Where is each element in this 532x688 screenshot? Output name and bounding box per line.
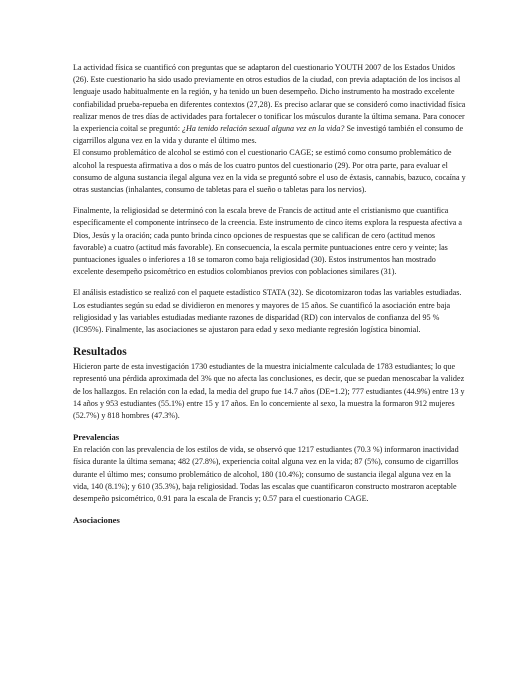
paragraph-analisis: El análisis estadístico se realizó con el paquete estadístico STATA (32). Se dicotomizaron todas las variables estudiadas. Los estudiantes según su edad se dividieron en menores y mayores de 15 años. Se cuantificó la asociación entre baja religiosidad y las variables estudiadas mediante razones de disparidad (RD) con intervalos de confianza del 95 % (IC95%). Finalmente, las asociaciones se ajustaron para edad y sexo mediante regresión logística binomial.	[73, 288, 462, 335]
paragraph-alcohol: El consumo problemático de alcohol se estimó con el cuestionario CAGE; se estimó como consumo problemático de alcohol la respuesta afirmativa a dos o más de los cuatro puntos del cuestionario (29). Por otra parte, para evaluar el consumo de alguna sustancia ilegal alguna vez en la vida se preguntó sobre el uso de éxtasis, cannabis, bazuco, cocaína y otras sustancias (inhalantes, consumo de tabletas para el sueño o tabletas para los nervios).	[73, 148, 466, 195]
text-segment: La actividad física se cuantificó con preguntas que se adaptaron del cuestionario YOUTH 2007 de los Estados Unidos (26). Este cuestionario ha sido usado previamente en otros estudios de la ciudad, con previa adaptación de los incisos al lenguaje usado habitualmente en la región, y ha tenido un buen desempeño. Dicho instrumento ha mostrado excelente confiabilidad prueba-repueba en diferentes contextos (27,28). Es preciso aclarar que se consideró como inactividad física realizar menos de tres días de actividades para fortalecer o tonificar los músculos durante la última semana. Para conocer la experiencia coital se preguntó:	[73, 63, 466, 134]
heading-prevalencias: Prevalencias	[73, 432, 120, 443]
paragraph-religiosidad: Finalmente, la religiosidad se determinó con la escala breve de Francis de actitud ante el cristianismo que cuantifica específicamente el componente intrínseco de la creencia. Este instrumento de cinco ítems explora la respuesta afectiva a Dios, Jesús y la oración; cada punto brinda cinco opciones de respuestas que se califican de cero (actitud menos favorable) a cuatro (actitud más favorable). En consecuencia, la escala permite puntuaciones entre cero y veinte; las puntuaciones iguales o inferiores a 18 se tomaron como baja religiosidad (30). Estos instrumentos han mostrado excelente desempeño psicométrico en estudios colombianos previos con poblaciones similares (31).	[73, 206, 463, 277]
text-segment: Se investigó también el consumo de cigarrillos alguna vez en la vida y durante el último mes.	[73, 124, 464, 146]
paragraph-muestra: Hicieron parte de esta investigación 1730 estudiantes de la muestra inicialmente calculada de 1783 estudiantes; lo que representó una pérdida aproximada del 3% que no afecta las conclusiones, es decir, que se puedan menoscabar la validez de los hallazgos. En relación con la edad, la media del grupo fue 14.7 años (DE=1.2); 777 estudiantes (44.9%) entre 13 y 14 años y 953 estudiantes (55.1%) entre 15 y 17 años. En lo concerniente al sexo, la muestra la formaron 912 mujeres (52.7%) y 818 hombres (47.3%).	[73, 362, 465, 421]
heading-resultados: Resultados	[73, 346, 127, 359]
paragraph-actividad-fisica	[73, 62, 467, 147]
italic-question: ¿Ha tenido relación sexual alguna vez en la vida?	[182, 124, 345, 134]
paragraph-prevalencias: En relación con las prevalencia de los estilos de vida, se observó que 1217 estudiantes (70.3 %) informaron inactividad física durante la última semana; 482 (27.8%), experiencia coital alguna vez en la vida; 87 (5%), consumo de cigarrillos durante el último mes; consumo problemático de alcohol, 180 (10.4%); consumo de sustancia ilegal alguna vez en la vida, 140 (8.1%); y 610 (35.3%), baja religiosidad. Todas las escalas que cuantificaron constructo mostraron aceptable desempeño psicométrico, 0.91 para la escala de Francis y; 0.57 para el cuestionario CAGE.	[73, 445, 459, 504]
heading-asociaciones: Asociaciones	[73, 515, 120, 526]
document-page	[73, 62, 467, 527]
